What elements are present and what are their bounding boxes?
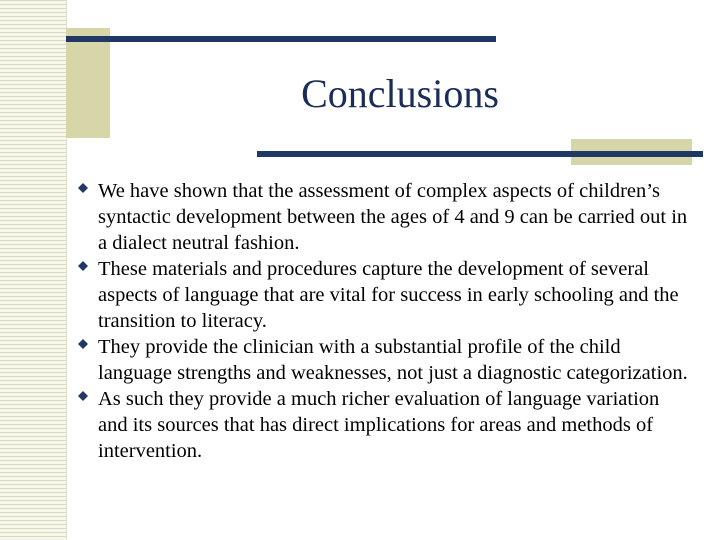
slide-title: Conclusions (301, 71, 499, 116)
decorative-navy-bar-bottom (257, 151, 703, 157)
bullet-text: As such they provide a much richer evaluation of language variation and its sources that has direct implications for areas and methods of intervention. (98, 388, 660, 462)
bullet-item (78, 178, 690, 256)
bullet-item (78, 386, 690, 464)
bullet-list (78, 178, 690, 464)
diamond-bullet-icon (78, 261, 88, 271)
diamond-bullet-icon (78, 339, 88, 349)
left-striped-border (0, 0, 67, 540)
diamond-bullet-icon (78, 391, 88, 401)
bullet-text: They provide the clinician with a substantial profile of the child language strengths and weaknesses, not just a diagnostic categorization. (98, 336, 688, 384)
diamond-bullet-icon (78, 183, 88, 193)
bullet-item (78, 334, 690, 386)
decorative-tan-block-top (66, 28, 110, 138)
bullet-text: We have shown that the assessment of complex aspects of children’s syntactic development between the ages of 4 and 9 can be carried out in a dialect neutral fashion. (98, 180, 688, 254)
decorative-navy-bar-top (66, 36, 496, 42)
bullet-item (78, 256, 690, 334)
bullet-text: These materials and procedures capture the development of several aspects of language that are vital for success in early schooling and the transition to literacy. (98, 258, 679, 332)
